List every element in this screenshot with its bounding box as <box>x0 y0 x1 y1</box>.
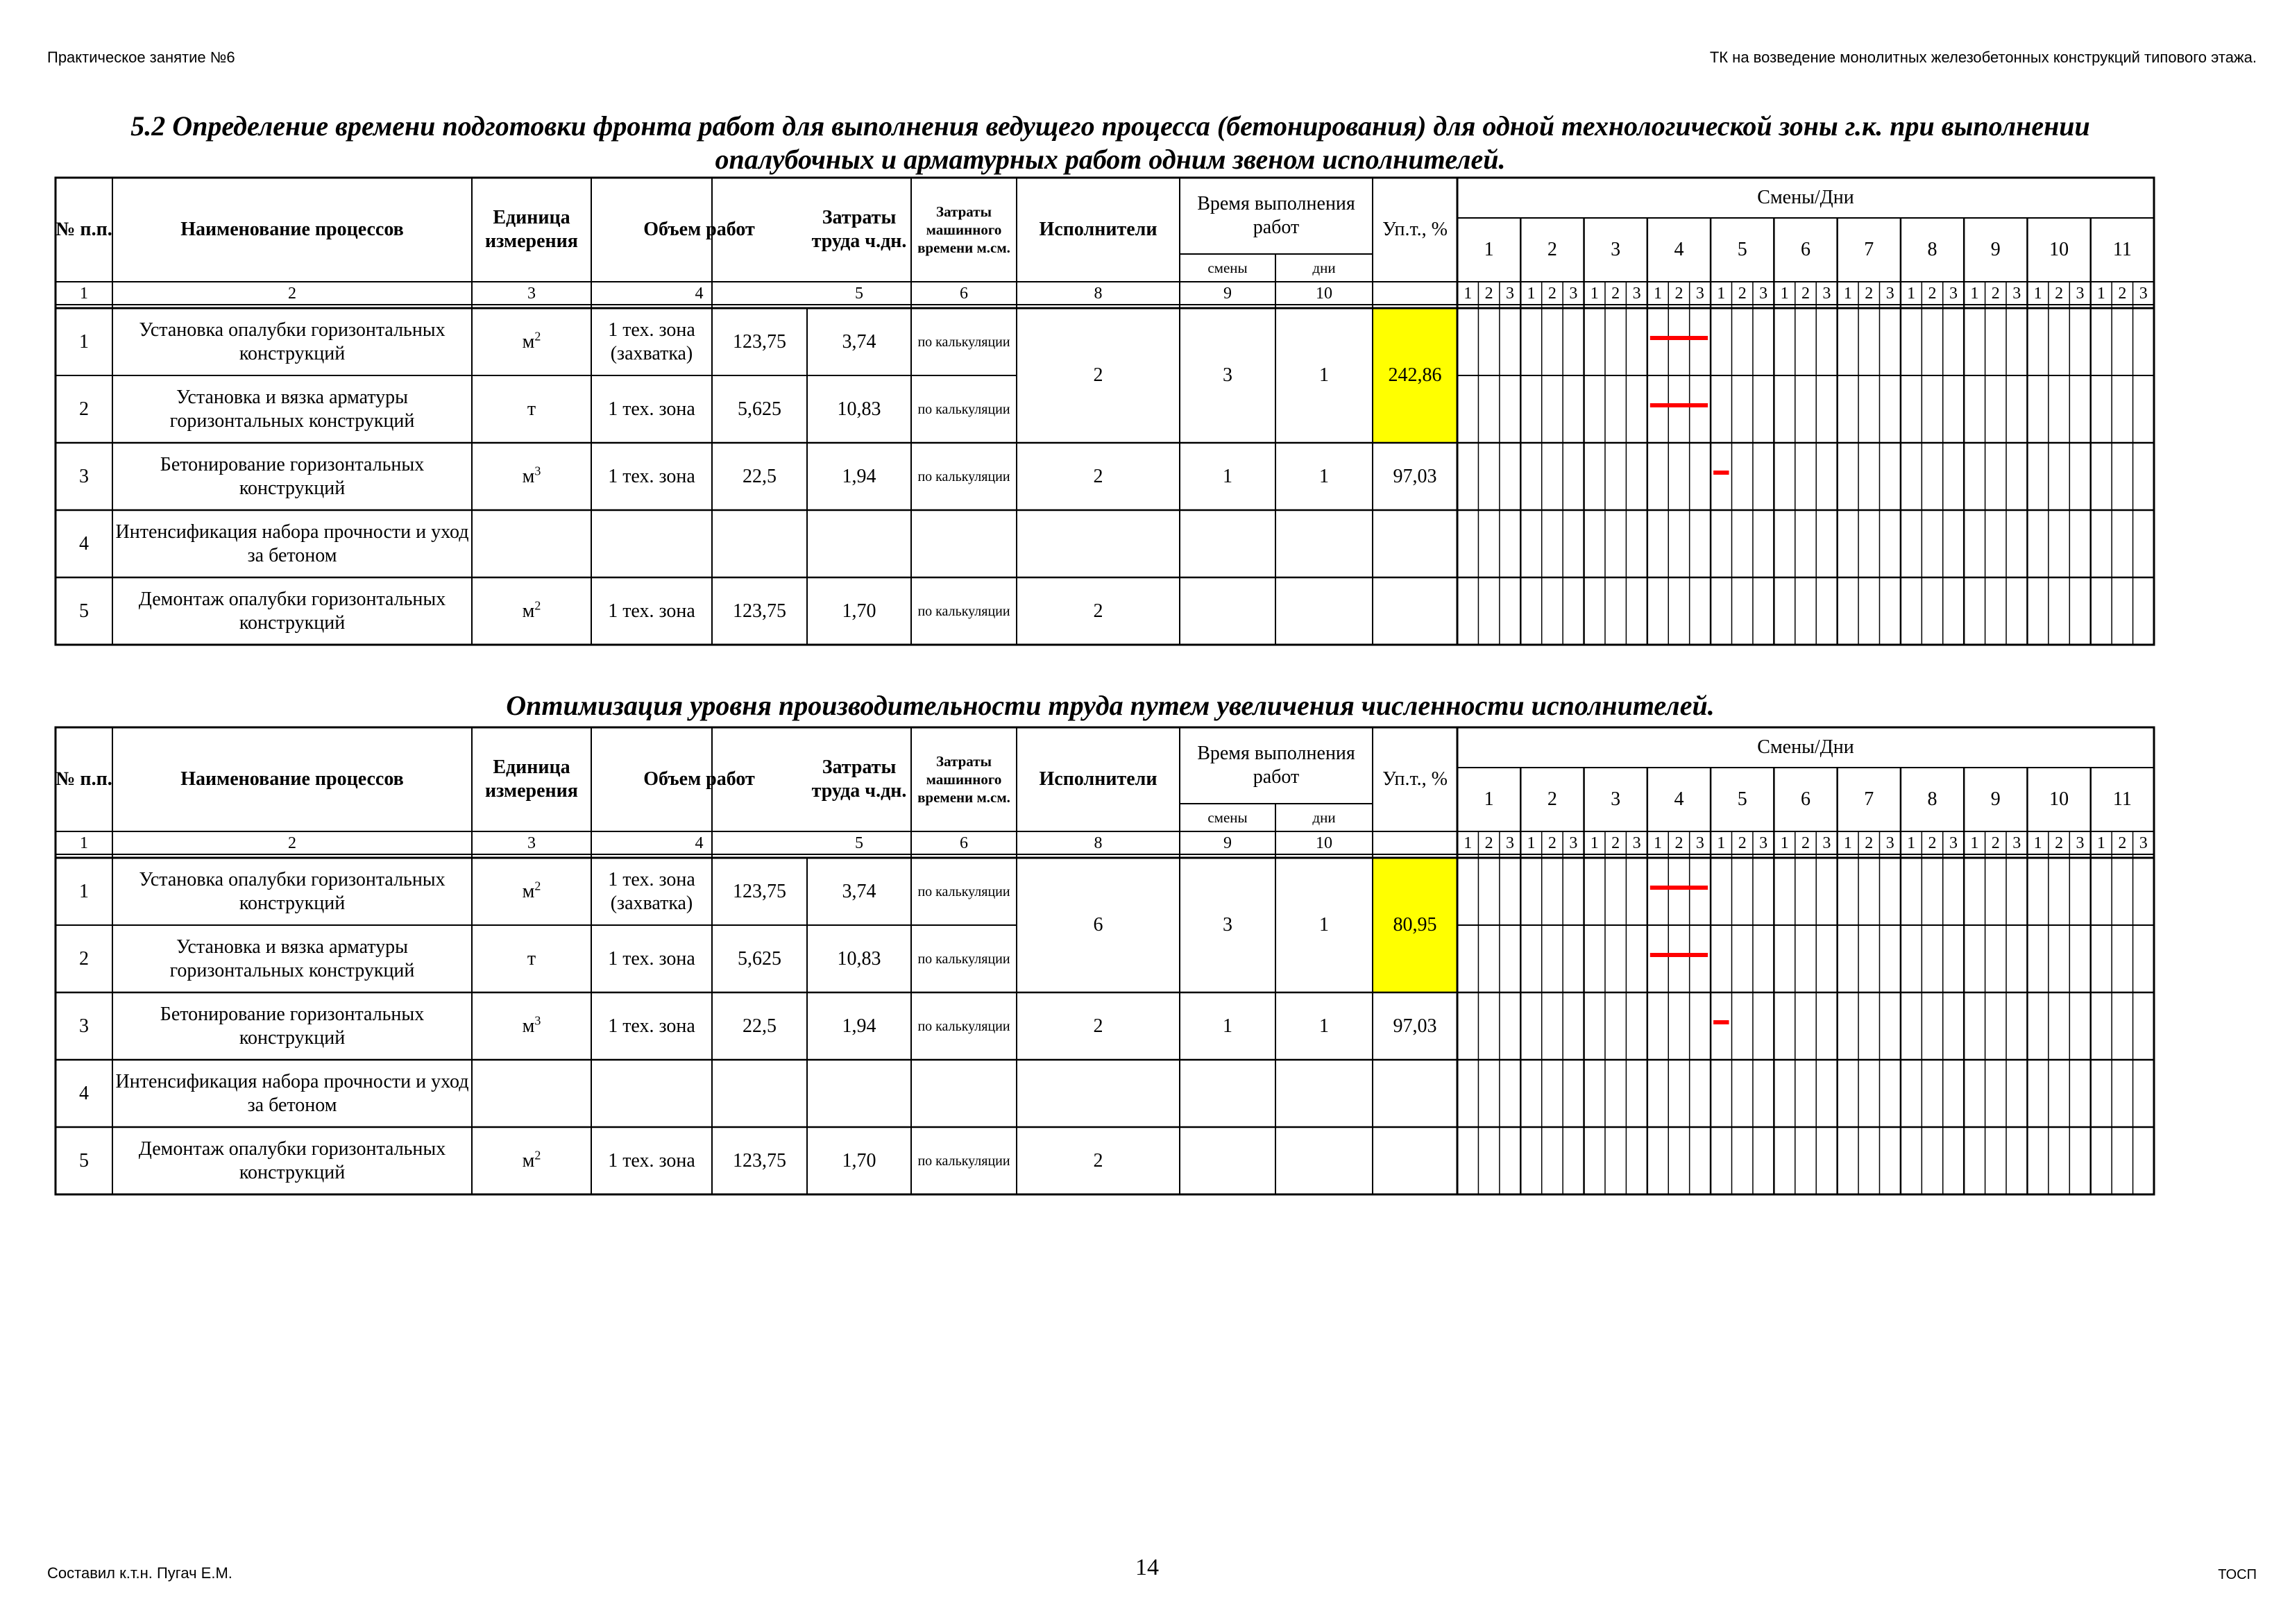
shift-number: 2 <box>2118 834 2127 852</box>
shift-number: 3 <box>1695 284 1704 303</box>
shift-number: 3 <box>2139 284 2148 303</box>
shift-number: 1 <box>1654 834 1663 852</box>
machine-value: по калькуляции <box>917 334 1010 350</box>
col-time-header: Время выполнения работ <box>1197 743 1355 788</box>
col-ypt-header: Уп.т., % <box>1382 768 1448 790</box>
row-number: 3 <box>79 465 89 487</box>
shift-number: 2 <box>1738 834 1747 852</box>
workers-value-merged: 6 <box>1093 914 1103 936</box>
col-number: 2 <box>288 834 296 852</box>
workers-value: 2 <box>1093 1149 1103 1172</box>
volume-label: 1 тех. зона (захватка) <box>608 868 695 914</box>
schedule-header: Смены/Дни <box>1757 736 1854 758</box>
shift-number: 3 <box>1506 834 1515 852</box>
col-number: 5 <box>855 284 863 303</box>
col-number: 6 <box>960 284 968 303</box>
shift-number: 1 <box>1527 284 1536 303</box>
day-label: 3 <box>1611 788 1621 810</box>
shift-number: 3 <box>2139 834 2148 852</box>
shift-number: 3 <box>1569 834 1578 852</box>
shift-number: 1 <box>2096 284 2105 303</box>
volume-label <box>591 1060 712 1127</box>
day-label: 2 <box>1547 788 1557 810</box>
shift-number: 2 <box>1484 834 1493 852</box>
day-label: 1 <box>1484 788 1494 810</box>
row-number: 4 <box>79 1082 89 1104</box>
labor-value: 1,70 <box>842 1149 876 1172</box>
day-label: 5 <box>1737 239 1747 260</box>
shift-number: 1 <box>1907 834 1916 852</box>
col-workers-header: Исполнители <box>1039 219 1157 240</box>
ypt-value-merged: 242,86 <box>1388 364 1442 386</box>
process-name: Интенсификация набора прочности и уход за бетоном <box>115 521 469 566</box>
ypt-value <box>1373 1127 1457 1194</box>
shift-number: 2 <box>1547 834 1557 852</box>
col-labor-header: Затраты труда ч.дн. <box>811 207 907 252</box>
process-name: Установка опалубки горизонтальных конструкций <box>139 319 446 364</box>
shift-number: 1 <box>1907 284 1916 303</box>
shift-number: 3 <box>1949 284 1958 303</box>
labor-value: 10,83 <box>837 398 881 420</box>
machine-value: по калькуляции <box>917 603 1010 619</box>
col-number: 4 <box>695 834 704 852</box>
shift-number: 1 <box>1843 834 1852 852</box>
shift-number: 2 <box>1611 284 1620 303</box>
col-unit-header: Единица измерения <box>485 207 578 252</box>
col-name-header: Наименование процессов <box>180 219 404 240</box>
col-shifts-header: смены <box>1207 260 1248 276</box>
row-number: 5 <box>79 1149 89 1172</box>
unit-cell: $м^3$ <box>522 1013 541 1037</box>
col-number: 3 <box>527 834 536 852</box>
days-value-merged: 1 <box>1319 364 1329 386</box>
col-number: 10 <box>1316 834 1332 852</box>
footer-author: Составил к.т.н. Пугач Е.М. <box>47 1564 232 1582</box>
col-shifts-header: смены <box>1207 809 1248 826</box>
volume-label: 1 тех. зона <box>608 398 695 420</box>
day-label: 10 <box>2049 239 2069 260</box>
shift-number: 3 <box>2012 834 2021 852</box>
shifts-value <box>1180 1127 1275 1194</box>
shift-number: 1 <box>2033 284 2042 303</box>
unit-cell: т <box>527 947 536 970</box>
unit-cell <box>472 1060 591 1127</box>
col-unit-header: Единица измерения <box>485 756 578 802</box>
machine-value: по калькуляции <box>917 401 1010 417</box>
shift-number: 2 <box>1991 834 2000 852</box>
day-label: 8 <box>1927 239 1937 260</box>
day-label: 7 <box>1864 788 1874 810</box>
shift-number: 3 <box>1759 284 1768 303</box>
shift-number: 1 <box>1464 834 1473 852</box>
shift-number: 1 <box>1464 284 1473 303</box>
shifts-value-merged: 3 <box>1223 364 1232 386</box>
ypt-value-merged: 80,95 <box>1393 914 1437 936</box>
col-machine-header: Затраты машинного времени м.см. <box>917 753 1010 806</box>
process-name: Демонтаж опалубки горизонтальных конструкций <box>138 1137 446 1183</box>
day-label: 5 <box>1737 788 1747 810</box>
shift-number: 2 <box>2055 284 2064 303</box>
process-name: Демонтаж опалубки горизонтальных конструкций <box>138 588 446 634</box>
day-label: 2 <box>1547 239 1557 260</box>
day-label: 4 <box>1674 239 1684 260</box>
labor-value <box>807 1060 911 1127</box>
process-name: Интенсификация набора прочности и уход за бетоном <box>115 1070 469 1116</box>
shift-number: 2 <box>1611 834 1620 852</box>
row-number: 2 <box>79 947 89 970</box>
col-labor-header: Затраты труда ч.дн. <box>811 756 907 802</box>
machine-value <box>911 1060 1017 1127</box>
col-number: 6 <box>960 834 968 852</box>
machine-value: по калькуляции <box>917 883 1010 899</box>
header-right: ТК на возведение монолитных железобетонных конструкций типового этажа. <box>1709 49 2257 66</box>
shift-number: 2 <box>1738 284 1747 303</box>
day-label: 3 <box>1611 239 1621 260</box>
shift-number: 2 <box>1928 284 1937 303</box>
day-label: 11 <box>2112 239 2132 260</box>
shift-number: 3 <box>1759 834 1768 852</box>
col-number: 8 <box>1094 284 1103 303</box>
volume-label: 1 тех. зона <box>608 1149 695 1172</box>
volume-label: 1 тех. зона <box>608 465 695 487</box>
unit-cell: $м^3$ <box>522 464 541 487</box>
ypt-value <box>1373 1060 1457 1127</box>
day-label: 6 <box>1800 239 1810 260</box>
col-time-header: Время выполнения работ <box>1197 193 1355 238</box>
row-number: 3 <box>79 1015 89 1037</box>
shift-number: 2 <box>2118 284 2127 303</box>
shift-number: 1 <box>1654 284 1663 303</box>
col-number: 9 <box>1223 284 1232 303</box>
workers-value: 2 <box>1093 1015 1103 1037</box>
shift-number: 1 <box>1780 284 1789 303</box>
row-number: 1 <box>79 880 89 902</box>
day-label: 11 <box>2112 788 2132 810</box>
process-name: Установка и вязка арматуры горизонтальных конструкций <box>169 386 415 432</box>
day-label: 6 <box>1800 788 1810 810</box>
shift-number: 3 <box>1822 284 1831 303</box>
machine-value: по калькуляции <box>917 1153 1010 1169</box>
row-number: 5 <box>79 600 89 622</box>
volume-label: 1 тех. зона <box>608 1015 695 1037</box>
col-number: 1 <box>80 834 88 852</box>
days-value-merged: 1 <box>1319 914 1329 936</box>
table2-title: Оптимизация уровня производительности труда путем увеличения численности исполнителей. <box>506 690 1715 721</box>
workers-value: 2 <box>1093 465 1103 487</box>
shift-number: 3 <box>1632 834 1641 852</box>
shift-number: 1 <box>1970 284 1979 303</box>
col-workers-header: Исполнители <box>1039 768 1157 790</box>
unit-cell: $м^2$ <box>522 329 541 353</box>
workers-value <box>1017 1060 1180 1127</box>
page-number: 14 <box>1135 1555 1159 1580</box>
volume-value: 123,75 <box>733 600 786 622</box>
shift-number: 3 <box>1506 284 1515 303</box>
shift-number: 3 <box>2012 284 2021 303</box>
days-value <box>1275 1127 1373 1194</box>
shift-number: 2 <box>1991 284 2000 303</box>
labor-value: 10,83 <box>837 947 881 970</box>
days-value: 1 <box>1319 465 1329 487</box>
day-label: 4 <box>1674 788 1684 810</box>
shift-number: 1 <box>2096 834 2105 852</box>
volume-value: 123,75 <box>733 1149 786 1172</box>
shift-number: 2 <box>1865 284 1874 303</box>
workers-value-merged: 2 <box>1093 364 1103 386</box>
shift-number: 3 <box>1632 284 1641 303</box>
day-label: 1 <box>1484 239 1494 260</box>
volume-value: 22,5 <box>743 1015 777 1037</box>
col-number: 10 <box>1316 284 1332 303</box>
header-left: Практическое занятие №6 <box>47 49 235 66</box>
volume-value: 5,625 <box>738 947 781 970</box>
shift-number: 3 <box>1569 284 1578 303</box>
shift-number: 2 <box>1865 834 1874 852</box>
day-label: 10 <box>2049 788 2069 810</box>
shift-number: 3 <box>1695 834 1704 852</box>
shift-number: 3 <box>1822 834 1831 852</box>
shifts-value: 1 <box>1223 1015 1232 1037</box>
col-machine-header: Затраты машинного времени м.см. <box>917 203 1010 256</box>
shift-number: 2 <box>2055 834 2064 852</box>
unit-cell: $м^2$ <box>522 1148 541 1172</box>
machine-value: по калькуляции <box>917 951 1010 967</box>
process-name: Установка и вязка арматуры горизонтальных конструкций <box>169 936 415 981</box>
volume-label: 1 тех. зона <box>608 600 695 622</box>
day-label: 8 <box>1927 788 1937 810</box>
table1-title: 5.2 Определение времени подготовки фронта работ для выполнения ведущего процесса (бетонирования) для одной технологической зоны г.к. при выполнении опалубочных и арматурных работ одним звеном исполнителей. <box>130 110 2090 175</box>
ypt-value: 97,03 <box>1393 1015 1437 1037</box>
shift-number: 2 <box>1928 834 1937 852</box>
shift-number: 3 <box>1885 834 1894 852</box>
days-value: 1 <box>1319 1015 1329 1037</box>
col-num-header: № п.п. <box>56 768 112 790</box>
col-number: 5 <box>855 834 863 852</box>
footer-right: ТОСП <box>2218 1567 2257 1582</box>
shifts-value <box>1180 1060 1275 1127</box>
labor-value: 1,94 <box>842 1015 876 1037</box>
shift-number: 3 <box>1949 834 1958 852</box>
row-number: 1 <box>79 330 89 353</box>
process-name: Установка опалубки горизонтальных конструкций <box>139 868 446 914</box>
days-value <box>1275 1060 1373 1127</box>
volume-label: 1 тех. зона (захватка) <box>608 319 695 364</box>
day-label: 7 <box>1864 239 1874 260</box>
ypt-value: 97,03 <box>1393 465 1437 487</box>
shift-number: 2 <box>1547 284 1557 303</box>
shift-number: 2 <box>1674 284 1683 303</box>
unit-cell: $м^2$ <box>522 879 541 902</box>
shift-number: 2 <box>1484 284 1493 303</box>
shift-number: 1 <box>1970 834 1979 852</box>
labor-value: 3,74 <box>842 330 876 353</box>
process-name: Бетонирование горизонтальных конструкций <box>160 453 425 499</box>
col-volume-header: Объем работ <box>643 768 755 790</box>
volume-value: 22,5 <box>743 465 777 487</box>
row-number: 2 <box>79 398 89 420</box>
shift-number: 1 <box>1717 284 1726 303</box>
machine-value: по калькуляции <box>917 1018 1010 1034</box>
col-ypt-header: Уп.т., % <box>1382 219 1448 240</box>
col-volume-header: Объем работ <box>643 219 755 240</box>
shifts-value: 1 <box>1223 465 1232 487</box>
volume-label: 1 тех. зона <box>608 947 695 970</box>
shift-number: 2 <box>1801 284 1810 303</box>
labor-value: 1,70 <box>842 600 876 622</box>
shift-number: 1 <box>1717 834 1726 852</box>
col-days-header: дни <box>1312 260 1336 276</box>
col-num-header: № п.п. <box>56 219 112 240</box>
row-number: 4 <box>79 532 89 555</box>
process-name: Бетонирование горизонтальных конструкций <box>160 1003 425 1049</box>
schedule-header: Смены/Дни <box>1757 187 1854 208</box>
day-label: 9 <box>1990 239 2001 260</box>
shift-number: 1 <box>1527 834 1536 852</box>
col-number: 1 <box>80 284 88 303</box>
shift-number: 1 <box>2033 834 2042 852</box>
labor-value: 1,94 <box>842 465 876 487</box>
shift-number: 2 <box>1674 834 1683 852</box>
machine-value: по калькуляции <box>917 468 1010 484</box>
shift-number: 1 <box>1590 284 1599 303</box>
shift-number: 1 <box>1843 284 1852 303</box>
shift-number: 1 <box>1590 834 1599 852</box>
unit-cell: $м^2$ <box>522 598 541 622</box>
shifts-value-merged: 3 <box>1223 914 1232 936</box>
shift-number: 3 <box>1885 284 1894 303</box>
shift-number: 3 <box>2076 284 2085 303</box>
workers-value: 2 <box>1093 600 1103 622</box>
col-name-header: Наименование процессов <box>180 768 404 790</box>
volume-value: 5,625 <box>738 398 781 420</box>
col-days-header: дни <box>1312 809 1336 826</box>
unit-cell: т <box>527 398 536 420</box>
shift-number: 1 <box>1780 834 1789 852</box>
col-number: 9 <box>1223 834 1232 852</box>
col-number: 4 <box>695 284 704 303</box>
labor-value: 3,74 <box>842 880 876 902</box>
shift-number: 2 <box>1801 834 1810 852</box>
col-number: 8 <box>1094 834 1103 852</box>
col-number: 2 <box>288 284 296 303</box>
volume-value: 123,75 <box>733 330 786 353</box>
volume-value <box>712 1060 807 1127</box>
day-label: 9 <box>1990 788 2001 810</box>
col-number: 3 <box>527 284 536 303</box>
shift-number: 3 <box>2076 834 2085 852</box>
volume-value: 123,75 <box>733 880 786 902</box>
